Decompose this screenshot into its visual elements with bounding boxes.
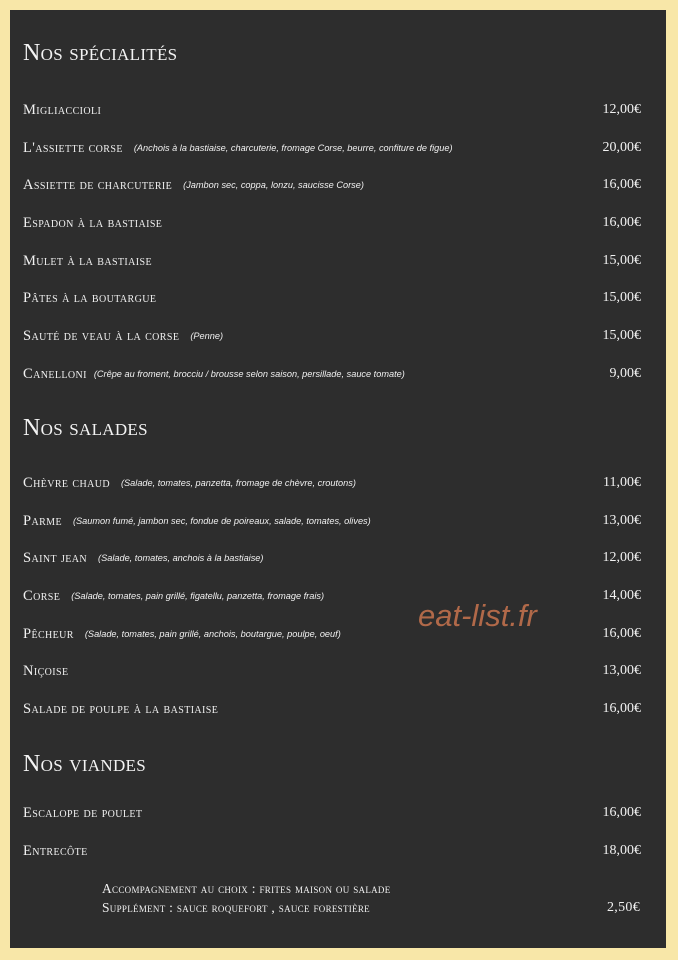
menu-item [23,511,641,531]
item-name: Niçoise [23,662,69,679]
menu-item [23,138,641,158]
menu-item [23,548,641,568]
item-price: 11,00€ [603,475,641,490]
item-description: (Salade, tomates, pain grillé, anchois, boutargue, poulpe, oeuf) [84,629,341,639]
menu-item [23,326,641,346]
menu-item [23,699,641,719]
item-name: Entrecôte [23,842,88,859]
item-name: Canelloni [23,365,87,382]
item-description: (Salade, tomates, panzetta, fromage de chèvre, croutons) [120,478,356,488]
menu-item [23,841,641,861]
item-price: 13,00€ [602,663,641,678]
supplement-text: Supplément : sauce roquefort , sauce forestière [102,900,370,915]
item-description: (Anchois à la bastiaise, charcuterie, fromage Corse, beurre, confiture de figue) [133,143,453,153]
item-description: (Salade, tomates, anchois à la bastiaise) [98,553,264,563]
item-name: Sauté de veau à la corse [23,327,180,344]
item-price: 9,00€ [609,366,641,381]
accompaniment-line [102,879,640,898]
item-name: Mulet à la bastiaise [23,252,152,269]
menu-item [23,251,641,271]
item-description: (Jambon sec, coppa, lonzu, saucisse Corse) [183,180,364,190]
item-name: Corse [23,587,61,604]
menu-item [23,100,641,120]
supplement-price: 2,50€ [607,900,640,915]
menu-item [23,586,641,606]
item-name: Espadon à la bastiaise [23,214,163,231]
item-price: 16,00€ [602,215,641,230]
item-name: Escalope de poulet [23,804,143,821]
supplement-line [102,898,640,917]
item-name: Chèvre chaud [23,474,110,491]
item-price: 15,00€ [602,253,641,268]
menu-board [10,10,666,948]
item-price: 15,00€ [602,328,641,343]
item-name: Saint jean [23,549,88,566]
menu-item [23,213,641,233]
item-price: 16,00€ [602,177,641,192]
item-name: Pâtes à la boutargue [23,289,157,306]
accompaniment-note [102,879,640,917]
item-name: Migliaccioli [23,101,102,118]
item-price: 16,00€ [602,805,641,820]
item-price: 14,00€ [602,588,641,603]
menu-item [23,624,641,644]
item-price: 16,00€ [602,701,641,716]
item-price: 13,00€ [602,513,641,528]
section-title-salades: Nos salades [23,415,148,441]
item-name: Assiette de charcuterie [23,176,173,193]
item-description: (Salade, tomates, pain grillé, figatellu, panzetta, fromage frais) [71,591,325,601]
item-name: Pêcheur [23,625,74,642]
menu-item [23,803,641,823]
item-description: (Crêpe au froment, brocciu / brousse selon saison, persillade, sauce tomate) [93,369,405,379]
menu-item [23,364,641,384]
item-name: Salade de poulpe à la bastiaise [23,700,219,717]
menu-item [23,661,641,681]
item-price: 18,00€ [602,843,641,858]
accompaniment-text: Accompagnement au choix : frites maison ou salade [102,881,391,896]
item-name: L'assiette corse [23,139,123,156]
menu-item [23,175,641,195]
item-description: (Penne) [190,331,224,341]
item-price: 15,00€ [602,290,641,305]
item-price: 12,00€ [602,550,641,565]
item-price: 20,00€ [602,140,641,155]
item-name: Parme [23,512,62,529]
item-price: 12,00€ [602,102,641,117]
menu-item [23,288,641,308]
item-description: (Saumon fumé, jambon sec, fondue de poireaux, salade, tomates, olives) [72,516,371,526]
watermark: eat-list.fr [418,598,537,633]
item-price: 16,00€ [602,626,641,641]
menu-item [23,473,641,493]
section-title-specialites: Nos spécialités [23,40,178,66]
section-title-viandes: Nos viandes [23,751,146,777]
